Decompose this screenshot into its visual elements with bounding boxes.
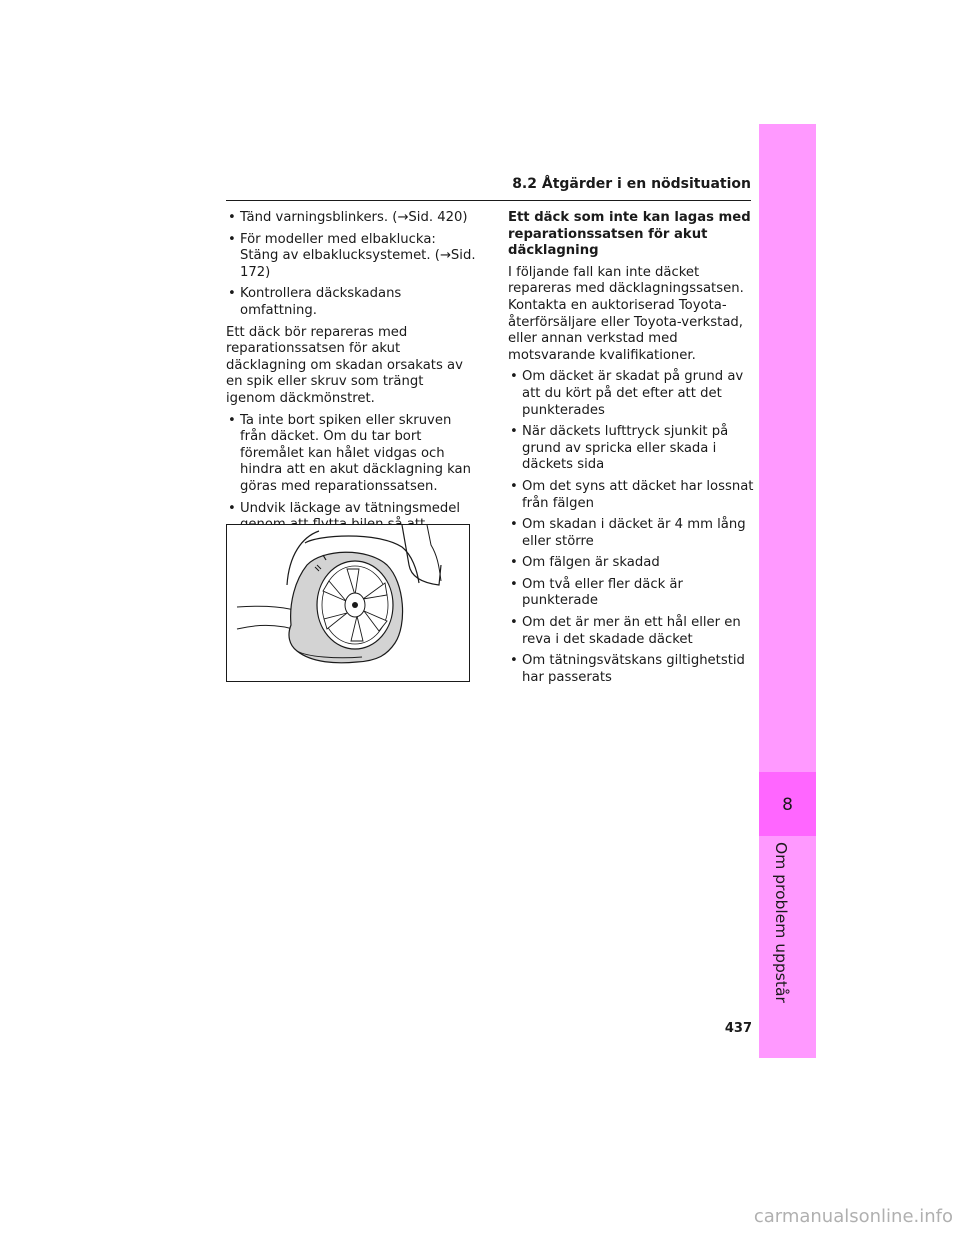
- list-item: • Om det är mer än ett hål eller en reva i det skadade däcket: [508, 615, 754, 648]
- list-item: • Ta inte bort spiken eller skruven från däcket. Om du tar bort föremålet kan hålet vidgas och hindra att en akut däcklagning kan göras med reparationssatsen.: [226, 413, 476, 496]
- list-item: • Tänd varningsblinkers. (→Sid. 420): [226, 210, 476, 227]
- section-header: 8.2 Åtgärder i en nödsituation: [226, 176, 751, 201]
- list-item: • När däckets lufttryck sjunkit på grund av spricka eller skada i däckets sida: [508, 424, 754, 474]
- left-column: [226, 210, 476, 572]
- list-item: • Om fälgen är skadad: [508, 555, 754, 572]
- list-item: • Kontrollera däckskadans omfattning.: [226, 286, 476, 319]
- list-item: • Undvik läckage av tätningsmedel: [226, 501, 476, 567]
- list-item: • För modeller med elbaklucka: Stäng av elbaklucksystemet. (→Sid. 172): [226, 232, 476, 282]
- page-number: 437: [724, 1021, 752, 1036]
- flat-tire-figure: [226, 524, 470, 682]
- right-column: [508, 210, 754, 691]
- body-paragraph: I följande fall kan inte däcket repareras med däcklagningssatsen. Kontakta en auktoriserad Toyota-återförsäljare eller Toyota-verkstad, eller annan verkstad med motsvarande kvalifikationer.: [508, 264, 744, 363]
- footer-watermark: carmanualsonline.info: [753, 1206, 953, 1227]
- body-paragraph: Ett däck bör repareras med reparationssatsen för akut däcklagning om skadan orsakats av en spik eller skruv som trängt igenom däckmönstret.: [226, 324, 463, 406]
- chapter-number: 8: [782, 795, 793, 815]
- flat-tire-illustration-icon: [227, 525, 469, 681]
- subsection-heading: Ett däck som inte kan lagas med reparationssatsen för akut däcklagning: [508, 210, 751, 259]
- list-item: • Om däcket är skadat på grund av att du kört på det efter att det punkterades: [508, 369, 754, 419]
- list-item: • Om det syns att däcket har lossnat från fälgen: [508, 479, 754, 512]
- chapter-title: Om problem uppstår: [772, 842, 790, 1003]
- list-item: • Om tätningsvätskans giltighetstid har passerats: [508, 653, 754, 686]
- list-item: • Om två eller fler däck är punkterade: [508, 577, 754, 610]
- list-item: • Om skadan i däcket är 4 mm lång eller större: [508, 517, 754, 550]
